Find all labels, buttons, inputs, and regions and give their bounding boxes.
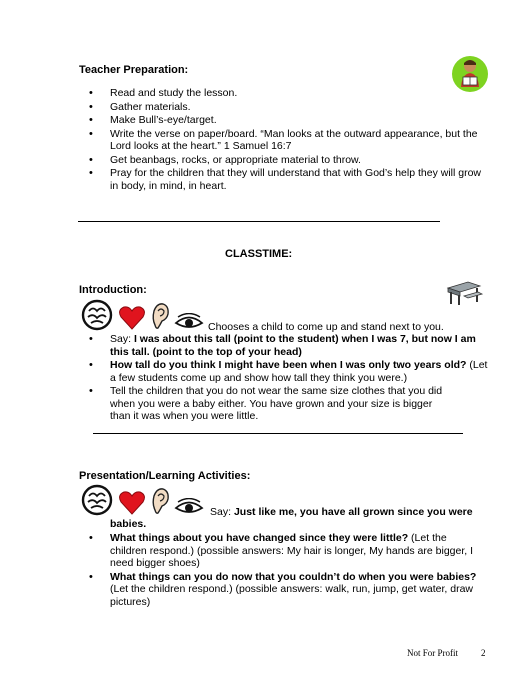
intro-list — [79, 333, 489, 424]
eye-icon — [174, 313, 204, 335]
ear-icon — [150, 486, 170, 520]
footer-label: Not For Profit — [407, 648, 459, 658]
question-text: What things about you have changed since they were little? — [110, 532, 409, 544]
list-item: • Tell the children that you do not wear the same size clothes that you did when you were a baby either. You have grown and your size is bigger than it was when you were little. — [79, 385, 450, 423]
instruction-text: (Let a few students come up and show how tall they think you were.) — [110, 359, 488, 384]
eye-icon — [174, 498, 204, 520]
heart-icon — [118, 305, 146, 335]
list-item — [79, 532, 479, 570]
instruction-text: (Let the children respond.) (possible answers: walk, run, jump, get water, draw pictures) — [110, 583, 474, 608]
presentation-list — [79, 532, 479, 609]
say-text: Just like me, you have all grown since you were — [233, 506, 473, 518]
say-label: Say: — [110, 333, 134, 345]
list-item — [79, 359, 489, 384]
say-text: I was about this tall (point to the student) when I was 7, but now I am this tall. (point to the top of your head) — [110, 333, 476, 358]
list-item: • Read and study the lesson. — [79, 87, 484, 100]
list-item: • Get beanbags, rocks, or appropriate material to throw. — [79, 154, 484, 167]
page-number: 2 — [481, 648, 486, 658]
say-text-cont: babies. — [110, 518, 147, 530]
list-item: • Gather materials. — [79, 101, 484, 114]
list-item — [79, 571, 479, 609]
prep-list — [79, 87, 484, 193]
heart-icon — [118, 490, 146, 520]
prep-heading: Teacher Preparation: — [79, 64, 189, 76]
presentation-lead-cont — [110, 518, 146, 531]
brain-icon — [80, 484, 114, 520]
list-item — [79, 333, 489, 358]
say-label: Say: — [210, 506, 234, 518]
list-item: • Make Bull’s-eye/target. — [79, 114, 484, 127]
intro-senses-icons — [80, 299, 444, 335]
classtime-heading: CLASSTIME: — [225, 248, 293, 260]
list-item: • Pray for the children that they will understand that with God’s help they will grow in body, in mind, in heart. — [79, 167, 484, 192]
instruction-text: (Let the children respond.) (possible answers: My hair is longer, My hands are bigger, I need bigger shoes) — [110, 532, 474, 569]
question-text: What things can you do now that you couldn’t do when you were babies? — [110, 570, 477, 583]
question-text: How tall do you think I might have been when I was only two years old? — [110, 359, 467, 371]
brain-icon — [80, 299, 114, 335]
list-item: • Write the verse on paper/board. “Man looks at the outward appearance, but the Lord looks at the heart.” 1 Samuel 16:7 — [79, 128, 484, 153]
school-desk-icon — [444, 276, 484, 310]
intro-heading: Introduction: — [79, 284, 147, 296]
divider — [78, 221, 440, 222]
presentation-senses-icons — [80, 484, 473, 520]
divider — [93, 433, 463, 434]
presentation-heading: Presentation/Learning Activities: — [79, 470, 251, 482]
presentation-lead — [208, 506, 473, 520]
ear-icon — [150, 301, 170, 335]
intro-lead: Chooses a child to come up and stand next to you. — [208, 321, 444, 333]
